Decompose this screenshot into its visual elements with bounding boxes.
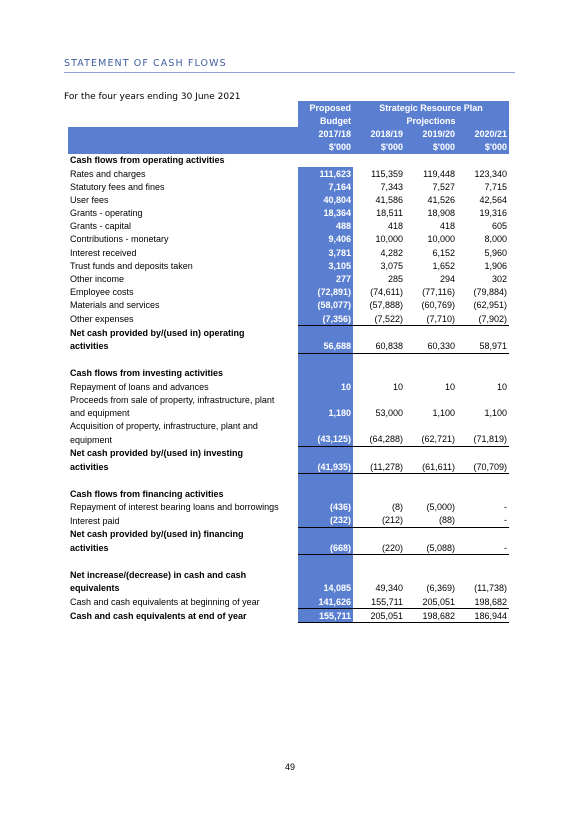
budget-value: 14,085 — [298, 582, 353, 595]
row-label: Repayment of interest bearing loans and borrowings — [70, 502, 279, 513]
value-cell: (7,710) — [405, 312, 457, 326]
value-cell: 294 — [439, 274, 455, 285]
value-cell: (11,278) — [353, 460, 405, 474]
operating-heading: Cash flows from operating activities — [70, 155, 225, 166]
value-cell: 19,316 — [479, 208, 507, 219]
title-divider — [64, 72, 515, 73]
budget-value: 18,364 — [298, 207, 353, 220]
operating-total-label: Net cash provided by/(used in) operating — [70, 327, 245, 338]
value-cell: (77,116) — [422, 287, 455, 298]
page-number: 49 — [284, 762, 295, 772]
table-row — [68, 433, 509, 447]
value-cell: (7,902) — [457, 312, 509, 326]
row-label: Interest received — [70, 247, 137, 258]
row-label: Contributions - monetary — [70, 234, 169, 245]
net-change-row — [68, 582, 509, 595]
value-cell: 1,100 — [484, 407, 507, 418]
year-cell: 2018/19 — [353, 127, 405, 140]
value-cell: 115,359 — [371, 168, 403, 179]
value-cell: (62,721) — [405, 433, 457, 447]
row-label: Trust funds and deposits taken — [70, 260, 193, 271]
value-cell: (7,522) — [353, 312, 405, 326]
statement-subtitle: For the four years ending 30 June 2021 — [64, 92, 241, 102]
value-cell: 60,838 — [353, 339, 405, 353]
investing-total-row — [68, 460, 509, 474]
value-cell: 53,000 — [375, 407, 403, 418]
value-cell: 198,682 — [405, 609, 457, 623]
row-label: Interest paid — [70, 515, 120, 526]
value-cell: - — [457, 541, 509, 555]
budget-value: (58,077) — [298, 299, 353, 312]
budget-value: 3,105 — [298, 259, 353, 272]
header-proposed: Proposed — [298, 101, 353, 114]
table-row — [68, 406, 509, 419]
value-cell: 10,000 — [427, 234, 455, 245]
value-cell: (11,738) — [474, 583, 507, 594]
header-projections: Projections — [353, 114, 509, 127]
row-label: Grants - capital — [70, 221, 132, 232]
unit-cell: $'000 — [457, 141, 509, 154]
ending-cash-label: Cash and cash equivalents at end of year — [70, 610, 247, 621]
budget-value: 141,626 — [298, 595, 353, 609]
header-row-2 — [68, 114, 509, 127]
investing-total-label: Net cash provided by/(used in) investing — [70, 448, 244, 459]
budget-value: 155,711 — [298, 609, 353, 623]
value-cell: (74,611) — [370, 287, 403, 298]
table-row — [68, 312, 509, 326]
ending-cash-row — [68, 609, 509, 623]
row-label: Rates and charges — [70, 168, 146, 179]
row-label: Acquisition of property, infrastructure, plant and — [70, 421, 258, 432]
value-cell: 205,051 — [353, 609, 405, 623]
value-cell: 119,448 — [423, 168, 455, 179]
row-label: Other expenses — [70, 313, 134, 324]
value-cell: 10 — [444, 381, 455, 392]
value-cell: (6,369) — [426, 583, 455, 594]
budget-value: 111,623 — [298, 167, 353, 180]
budget-value: (41,935) — [298, 460, 353, 474]
row-label: equipment — [70, 434, 113, 445]
value-cell: - — [504, 502, 507, 513]
value-cell: 1,100 — [432, 407, 455, 418]
header-budget: Budget — [298, 114, 353, 127]
value-cell: (70,709) — [457, 460, 509, 474]
row-label: Grants - operating — [70, 208, 143, 219]
budget-value: 10 — [298, 380, 353, 393]
budget-value: 9,406 — [298, 233, 353, 246]
investing-total-label: activities — [70, 461, 109, 472]
value-cell: (60,769) — [421, 300, 455, 311]
value-cell: (61,611) — [405, 460, 457, 474]
row-label: Proceeds from sale of property, infrastructure, plant — [70, 394, 275, 405]
row-label: and equipment — [70, 407, 130, 418]
header-row-units — [68, 141, 509, 154]
row-label: Other income — [70, 274, 125, 285]
budget-value: 3,781 — [298, 246, 353, 259]
table-row — [68, 180, 509, 193]
budget-value: 56,688 — [298, 339, 353, 353]
value-cell: 41,586 — [375, 194, 403, 205]
value-cell: 5,960 — [484, 247, 507, 258]
budget-value: (43,125) — [298, 433, 353, 447]
unit-cell: $'000 — [353, 141, 405, 154]
value-cell: 8,000 — [484, 234, 507, 245]
value-cell: 49,340 — [375, 583, 403, 594]
value-cell: 6,152 — [432, 247, 455, 258]
value-cell: 58,971 — [457, 339, 509, 353]
value-cell: 18,908 — [427, 208, 455, 219]
table-row — [68, 220, 509, 233]
row-label: Repayment of loans and advances — [70, 381, 209, 392]
budget-value: (72,891) — [298, 286, 353, 299]
value-cell: (88) — [405, 514, 457, 528]
investing-heading: Cash flows from investing activities — [70, 368, 224, 379]
table-row — [68, 272, 509, 285]
beginning-cash-row — [68, 595, 509, 609]
unit-cell: $'000 — [405, 141, 457, 154]
value-cell: (8) — [392, 502, 403, 513]
budget-value: (668) — [298, 541, 353, 555]
value-cell: 1,652 — [432, 260, 455, 271]
budget-value: 488 — [298, 220, 353, 233]
value-cell: 285 — [387, 274, 403, 285]
table-row — [68, 299, 509, 312]
value-cell: (212) — [353, 514, 405, 528]
row-label: Employee costs — [70, 287, 134, 298]
year-cell: 2017/18 — [298, 127, 353, 140]
table-row — [68, 233, 509, 246]
table-row — [68, 207, 509, 220]
budget-value: 7,164 — [298, 180, 353, 193]
budget-value: (232) — [298, 514, 353, 528]
table-row — [68, 167, 509, 180]
net-change-label: Net increase/(decrease) in cash and cash — [70, 570, 247, 581]
value-cell: 41,526 — [427, 194, 455, 205]
value-cell: (71,819) — [457, 433, 509, 447]
value-cell: 418 — [387, 221, 403, 232]
budget-value: 1,180 — [298, 406, 353, 419]
value-cell: (220) — [353, 541, 405, 555]
row-label: Statutory fees and fines — [70, 181, 165, 192]
value-cell: 123,340 — [474, 168, 507, 179]
value-cell: (62,951) — [473, 300, 507, 311]
year-cell: 2019/20 — [405, 127, 457, 140]
year-cell: 2020/21 — [457, 127, 509, 140]
value-cell: - — [457, 514, 509, 528]
value-cell: 155,711 — [353, 595, 405, 609]
value-cell: 302 — [491, 274, 507, 285]
table-row — [68, 193, 509, 206]
table-row — [68, 380, 509, 393]
value-cell: 10,000 — [375, 234, 403, 245]
value-cell: 7,343 — [380, 181, 403, 192]
financing-heading: Cash flows from financing activities — [70, 489, 224, 500]
cash-flow-table — [68, 101, 509, 623]
row-label: User fees — [70, 194, 109, 205]
value-cell: 10 — [392, 381, 403, 392]
table-row — [68, 246, 509, 259]
value-cell: (64,288) — [353, 433, 405, 447]
value-cell: 4,282 — [380, 247, 403, 258]
value-cell: 1,906 — [484, 260, 507, 271]
financing-total-label: Net cash provided by/(used in) financing — [70, 529, 244, 540]
value-cell: 10 — [496, 381, 507, 392]
budget-value: (436) — [298, 501, 353, 514]
value-cell: 205,051 — [405, 595, 457, 609]
budget-value: 40,804 — [298, 193, 353, 206]
unit-cell: $'000 — [298, 141, 353, 154]
value-cell: 7,527 — [432, 181, 455, 192]
budget-value: 277 — [298, 272, 353, 285]
net-change-label: equivalents — [70, 583, 120, 594]
header-row-years — [68, 127, 509, 140]
value-cell: 418 — [439, 221, 455, 232]
value-cell: 605 — [491, 221, 507, 232]
value-cell: 198,682 — [457, 595, 509, 609]
operating-total-row — [68, 339, 509, 353]
value-cell: 18,511 — [376, 208, 403, 219]
header-row-1 — [68, 101, 509, 114]
value-cell: 186,944 — [457, 609, 509, 623]
financing-total-row — [68, 541, 509, 555]
table-row — [68, 514, 509, 528]
value-cell: 7,715 — [484, 181, 507, 192]
section-title: STATEMENT OF CASH FLOWS — [64, 58, 227, 69]
table-row — [68, 286, 509, 299]
operating-total-label: activities — [70, 341, 109, 352]
value-cell: 42,564 — [479, 194, 507, 205]
table-row — [68, 259, 509, 272]
value-cell: (5,088) — [405, 541, 457, 555]
value-cell: (5,000) — [426, 502, 455, 513]
budget-value: (7,356) — [298, 312, 353, 326]
financing-total-label: activities — [70, 543, 109, 554]
header-plan: Strategic Resource Plan — [353, 101, 509, 114]
value-cell: (79,884) — [473, 287, 507, 298]
value-cell: (57,888) — [369, 300, 403, 311]
table-row — [68, 501, 509, 514]
value-cell: 3,075 — [380, 260, 403, 271]
row-label: Materials and services — [70, 300, 160, 311]
value-cell: 60,330 — [405, 339, 457, 353]
row-label: Cash and cash equivalents at beginning of year — [70, 596, 260, 607]
